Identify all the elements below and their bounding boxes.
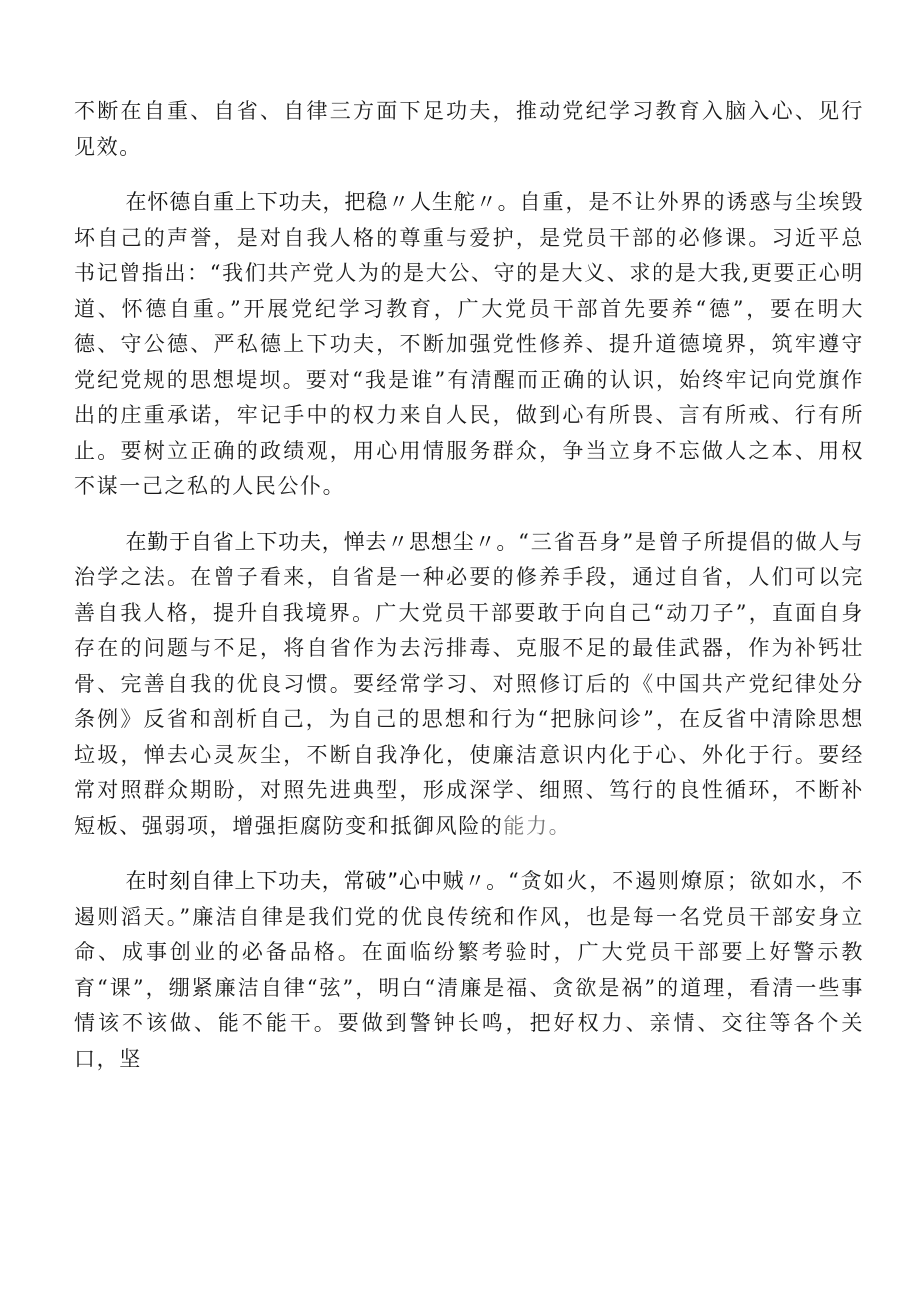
paragraph-self-respect: [74, 185, 864, 505]
paragraph-heading: 在时刻自律上下功夫，常破”心中贼〃。: [125, 869, 508, 893]
paragraph-self-reflection: [74, 525, 864, 845]
paragraph-self-discipline: [74, 864, 864, 1077]
document-body: [74, 94, 864, 1077]
paragraph-text: “贪如火，不遏则燎原；欲如水，不遏则滔天。”廉洁自律是我们党的优良传统和作风，也是每一名党员干部安身立命、成事创业的必备品格。在面临纷繁考验时，广大党员干部要上好警示教育“课”，绷紧廉洁自律“弦”，明白“清廉是福、贪欲是祸”的道理，看清一些事情该不该做、能不能干。要做到警钟长鸣，把好权力、亲情、交往等各个关口，坚: [74, 869, 864, 1071]
paragraph-faded-text: 能力。: [503, 813, 572, 838]
paragraph-text: 自重，是不让外界的诱惑与尘埃毁坏自己的声誉，是对自我人格的尊重与爱护，是党员干部的必修课。习近平总书记曾指出：“我们共产党人为的是大公、守的是大义、求的是大我,更要正心明道、怀德自重。”开展党纪学习教育，广大党员干部首先要养“德”，要在明大德、守公德、严私德上下功夫，不断加强党性修养、提升道德境界，筑牢遵守党纪党规的思想堤坝。要对“我是谁”有清醒而正确的认识，始终牢记向党旗作出的庄重承诺，牢记手中的权力来自人民，做到心有所畏、言有所戒、行有所止。要树立正确的政绩观，用心用情服务群众，争当立身不忘做人之本、用权不谋一己之私的人民公仆。: [74, 190, 865, 498]
paragraph-text: 不断在自重、自省、自律三方面下足功夫，推动党纪学习教育入脑入心、见行见效。: [74, 99, 864, 159]
paragraph-heading: 在勤于自省上下功夫，惮去〃思想尘〃。: [125, 529, 519, 554]
paragraph-text: “三省吾身”是曾子所提倡的做人与治学之法。在曾子看来，自省是一种必要的修养手段，通过自省，人们可以完善自我人格，提升自我境界。广大党员干部要敢于向自己“动刀子”，直面自身存在的问题与不足，将自省作为去污排毒、克服不足的最佳武器，作为补钙壮骨、完善自我的优良习惯。要经常学习、对照修订后的《中国共产党纪律处分条例》反省和剖析自己，为自己的思想和行为“把脉问诊”，在反省中清除思想垃圾，惮去心灵灰尘，不断自我净化，使廉洁意识内化于心、外化于行。要经常对照群众期盼，对照先进典型，形成深学、细照、笃行的良性循环，不断补短板、强弱项，增强拒腐防变和抵御风险的: [74, 529, 864, 838]
paragraph-intro: [74, 94, 864, 165]
paragraph-heading: 在怀德自重上下功夫，把稳〃人生舵〃。: [125, 190, 520, 214]
